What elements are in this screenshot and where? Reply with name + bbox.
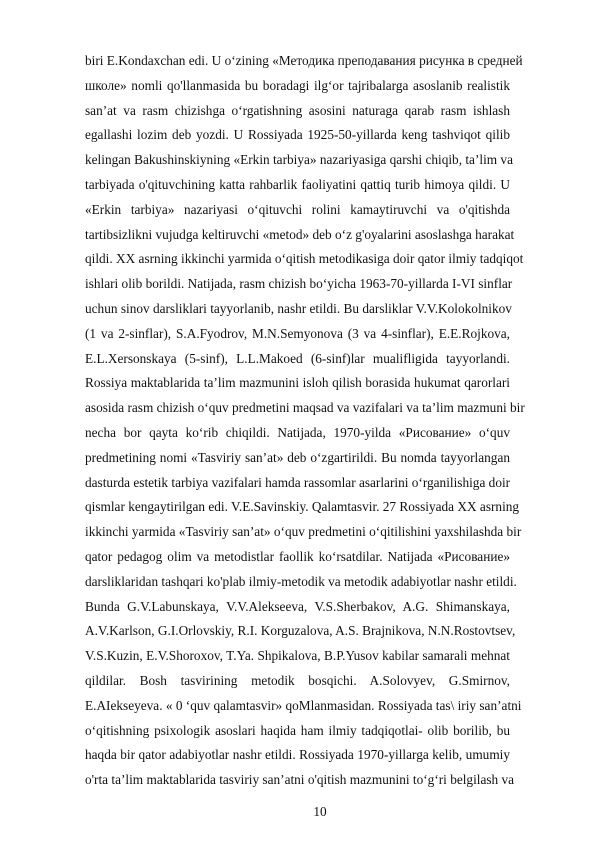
text-line: dasturda estetik tarbiya vazifalari hamda rassomlar asarlarini o‘rganilishiga doir bbox=[85, 474, 511, 490]
text-line: qator pedagog olim va metodistlar faollik ko‘rsatdilar. Natijada «Рисование» bbox=[85, 548, 510, 564]
text-line: uchun sinov darsliklari tayyorlanib, nashr etildi. Bu darsliklar V.V.Kolokolnikov bbox=[85, 300, 512, 316]
text-line: kelingan Bakushinskiyning «Erkin tarbiya» nazariyasiga qarshi chiqib, ta’lim va bbox=[85, 152, 513, 168]
text-line: egallashi lozim deb yozdi. U Rossiyada 1925-50-yillarda keng tashviqot qilib bbox=[85, 127, 510, 143]
text-line: Rossiya maktablarida ta’lim mazmunini isloh qilish borasida hukumat qarorlari bbox=[85, 375, 510, 391]
body-text bbox=[85, 49, 525, 793]
text-line: o‘qitishning psixologik asoslari haqida ham ilmiy tadqiqotlai- olib borilib, bu bbox=[85, 722, 510, 738]
text-line: asosida rasm chizish o‘quv predmetini maqsad va vazifalari va ta’lim mazmuni bir bbox=[85, 400, 525, 416]
text-line: школе» nomli qo'llanmasida bu boradagi ilg‘or tajribalarga asoslanib realistik bbox=[85, 77, 510, 93]
text-line: san’at va rasm chizishga o‘rgatishning asosini naturaga qarab rasm ishlash bbox=[85, 102, 510, 118]
text-line: E.AIekseyeva. « 0 ‘quv qalamtasvir» qoMlanmasidan. Rossiyada tas\ iriy san’atni bbox=[85, 697, 522, 713]
text-line: darsliklaridan tashqari ko'plab ilmiy-metodik va metodik adabiyotlar nashr etildi. bbox=[85, 573, 517, 589]
text-line: haqda bir qator adabiyotlar nashr etildi. Rossiyada 1970-yillarga kelib, umumiy bbox=[85, 747, 510, 763]
text-line: qildilar. Bosh tasvirining metodik bosqichi. A.Solovyev, G.Smirnov, bbox=[85, 672, 510, 688]
text-line: necha bor qayta ko‘rib chiqildi. Natijada, 1970-yilda «Рисование» o‘quv bbox=[85, 424, 510, 440]
text-line: E.L.Xersonskaya (5-sinf), L.L.Makoed (6-sinf)lar mualifligida tayyorlandi. bbox=[85, 350, 510, 366]
text-line: (1 va 2-sinflar), S.A.Fyodrov, M.N.Semyonova (3 va 4-sinflar), E.E.Rojkova, bbox=[85, 325, 510, 341]
text-line: Bunda G.V.Labunskaya, V.V.Alekseeva, V.S.Sherbakov, A.G. Shimanskaya, bbox=[85, 598, 510, 614]
text-line: tarbiyada o'qituvchining katta rahbarlik faoliyatini qattiq turib himoya qildi. U bbox=[85, 176, 510, 192]
text-line: V.S.Kuzin, E.V.Shoroxov, T.Ya. Shpikalova, B.P.Yusov kabilar samarali mehnat bbox=[85, 648, 510, 664]
text-line: ishlari olib borildi. Natijada, rasm chizish bo‘yicha 1963-70-yillarda I-VI sinflar bbox=[85, 276, 513, 292]
text-line: «Erkin tarbiya» nazariyasi o‘qituvchi rolini kamaytiruvchi va o'qitishda bbox=[85, 201, 510, 217]
text-line: ikkinchi yarmida «Tasviriy san’at» o‘quv predmetini o‘qitilishini yaxshilashda bir bbox=[85, 524, 522, 540]
text-line: qismlar kengaytirilgan edi. V.E.Savinskiy. Qalamtasvir. 27 Rossiyada XX asrning bbox=[85, 499, 520, 515]
page-number: 10 bbox=[313, 804, 327, 819]
text-line: o'rta ta’lim maktablarida tasviriy san’atni o'qitish mazmunini to‘g‘ri belgilash va bbox=[85, 772, 515, 788]
text-line: tartibsizlikni vujudga keltiruvchi «metod» deb o‘z g'oyalarini asoslashga harakat bbox=[85, 226, 515, 242]
text-line: predmetining nomi «Tasviriy san’at» deb o‘zgartirildi. Bu nomda tayyorlangan bbox=[85, 449, 510, 465]
text-line: biri E.Kondaxchan edi. U o‘zining «Методика преподавания рисунка в средней bbox=[85, 53, 523, 68]
text-line: qildi. XX asrning ikkinchi yarmida o‘qitish metodikasiga doir qator ilmiy tadqiqot bbox=[85, 251, 524, 267]
text-line: A.V.Karlson, G.I.Orlovskiy, R.I. Korguzalova, A.S. Brajnikova, N.N.Rostovtsev, bbox=[85, 623, 516, 639]
